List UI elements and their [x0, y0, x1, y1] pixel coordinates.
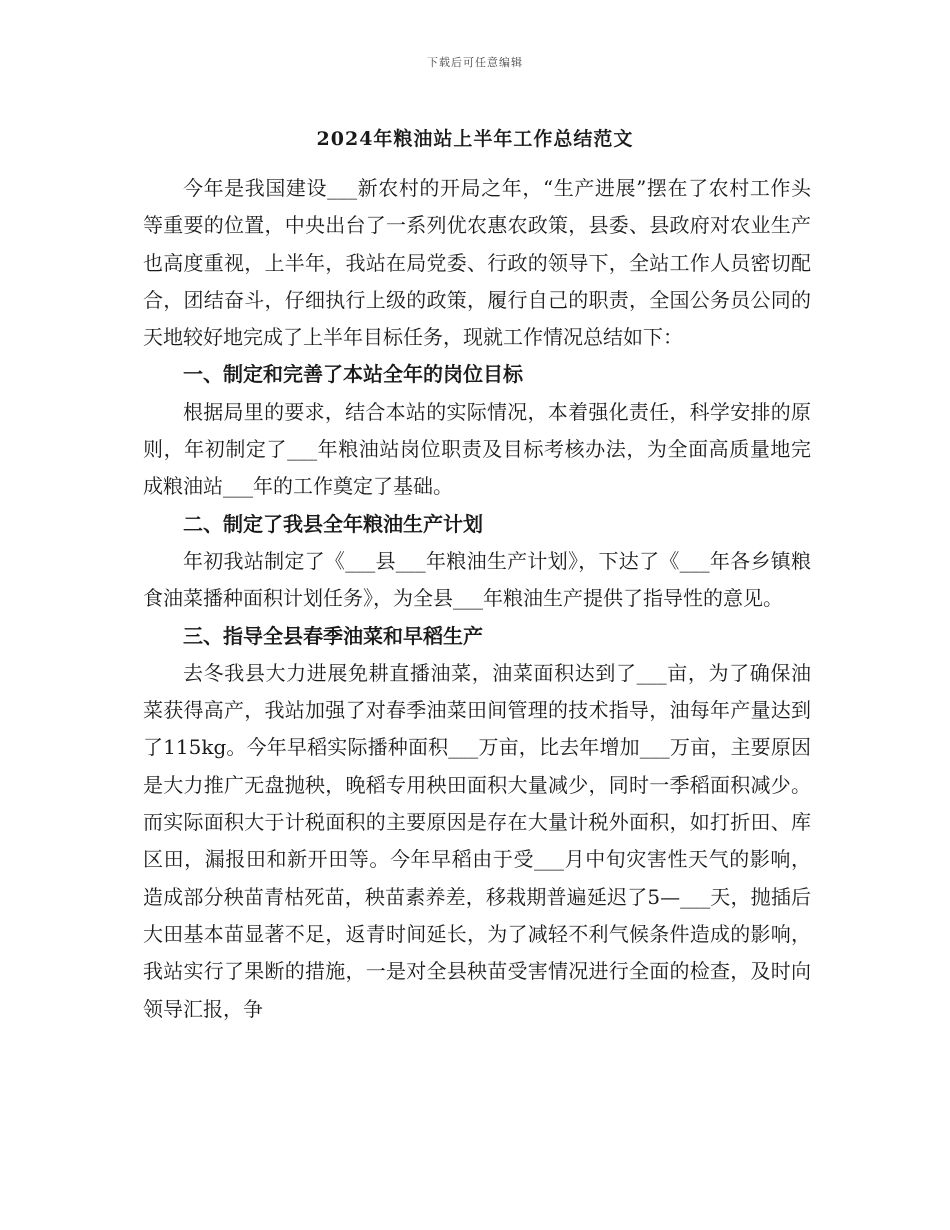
section-2-paragraph: 年初我站制定了《___县___年粮油生产计划》，下达了《___年各乡镇粮食油菜播种面积计划任务》，为全县___年粮油生产提供了指导性的意见。 [143, 548, 811, 611]
document-body [143, 170, 811, 1028]
section-heading-1: 一、制定和完善了本站全年的岗位目标 [183, 362, 523, 387]
section-1-paragraph: 根据局里的要求，结合本站的实际情况，本着强化责任，科学安排的原则，年初制定了___年粮油站岗位职责及目标考核办法，为全面高质量地完成粮油站___年的工作奠定了基础。 [143, 399, 811, 499]
section-heading-2: 二、制定了我县全年粮油生产计划 [183, 511, 483, 536]
section-3-paragraph: 去冬我县大力进展免耕直播油菜，油菜面积达到了___亩，为了确保油菜获得高产，我站加强了对春季油菜田间管理的技术指导，油每年产量达到了115kg。今年早稻实际播种面积___万亩，比去年增加___万亩，主要原因是大力推广无盘抛秧，晚稻专用秧田面积大量减少，同时一季稻面积减少。而实际面积大于计税面积的主要原因是存在大量计税外面积，如打折田、库区田，漏报田和新开田等。今年早稻由于受___月中旬灾害性天气的影响，造成部分秧苗青枯死苗，秧苗素养差，移栽期普遍延迟了5—___天，抛插后大田基本苗显著不足，返青时间延长，为了减轻不利气候条件造成的影响，我站实行了果断的措施，一是对全县秧苗受害情况进行全面的检查，及时向领导汇报，争 [143, 660, 811, 1021]
document-title: 2024年粮油站上半年工作总结范文 [316, 128, 634, 150]
header-note: 下载后可任意编辑 [427, 56, 523, 69]
intro-paragraph: 今年是我国建设___新农村的开局之年，“生产进展”摆在了农村工作头等重要的位置，中央出台了一系列优农惠农政策，县委、县政府对农业生产也高度重视，上半年，我站在局党委、行政的领导下，全站工作人员密切配合，团结奋斗，仔细执行上级的政策，履行自己的职责，全国公务员公同的天地较好地完成了上半年目标任务，现就工作情况总结如下： [143, 176, 811, 350]
section-heading-3: 三、指导全县春季油菜和早稻生产 [183, 623, 483, 648]
